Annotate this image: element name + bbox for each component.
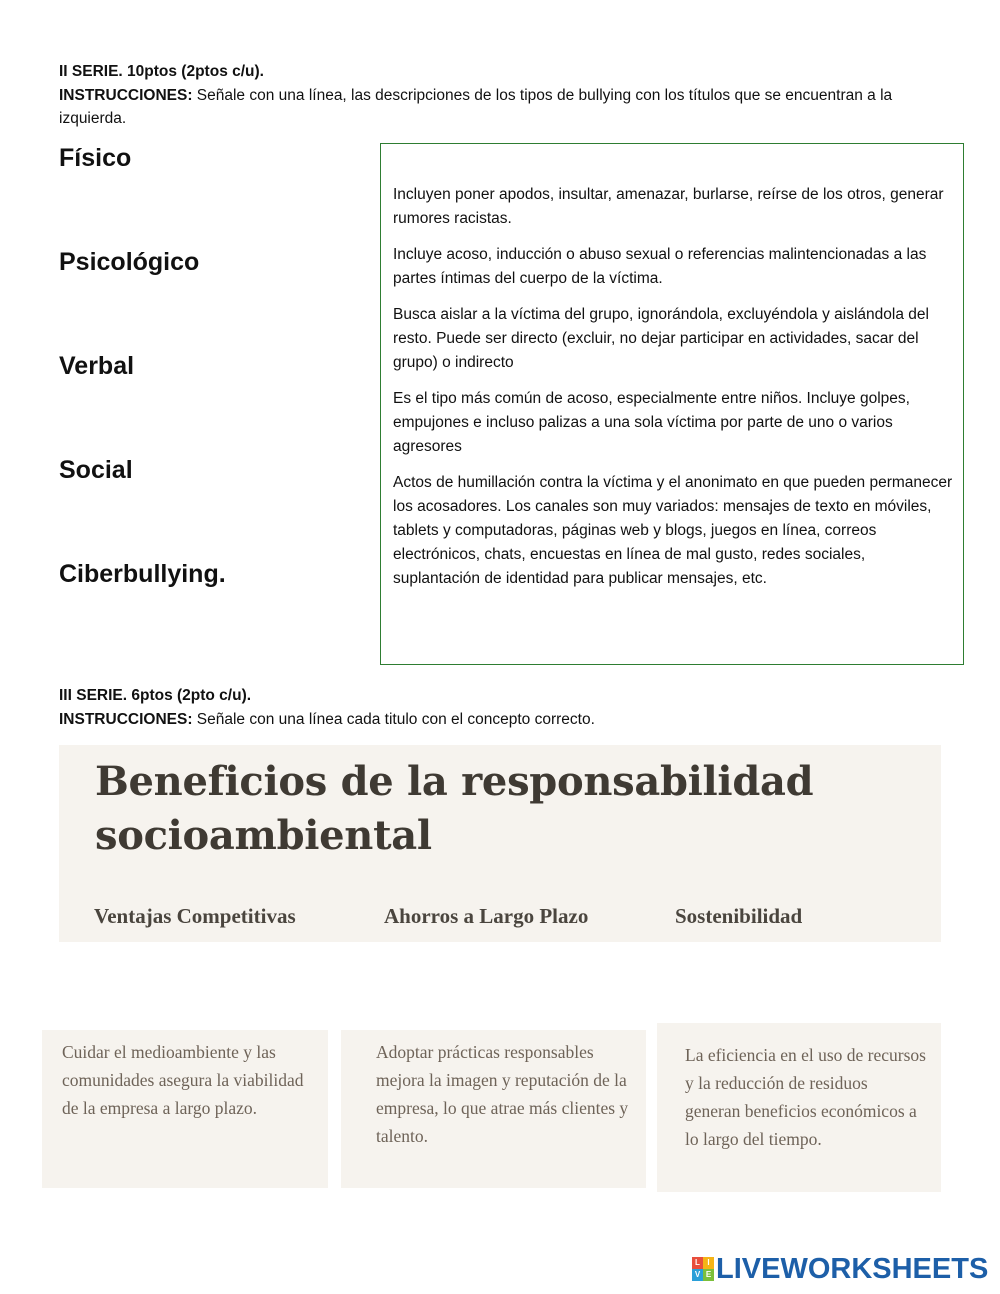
term-ciberbullying[interactable]: Ciberbullying.	[59, 560, 226, 588]
serie3-instructions-text: Señale con una línea cada titulo con el concepto correcto.	[192, 711, 595, 728]
concept-card-3-text: La eficiencia en el uso de recursos y la reducción de residuos generan beneficios económicos a lo largo del tiempo.	[685, 1045, 926, 1149]
benefits-panel	[59, 745, 941, 942]
benefits-title: Beneficios de la responsabilidad socioambiental	[95, 758, 814, 859]
label-ventajas-competitivas[interactable]: Ventajas Competitivas	[94, 904, 296, 928]
serie2-title: II SERIE. 10ptos (2ptos c/u).	[59, 63, 264, 80]
liveworksheets-logo-icon: L I V E	[692, 1257, 714, 1281]
term-psicologico[interactable]: Psicológico	[59, 248, 200, 276]
concept-card-2-text: Adoptar prácticas responsables mejora la imagen y reputación de la empresa, lo que atrae más clientes y talento.	[376, 1042, 629, 1146]
serie3-header	[59, 684, 939, 732]
description-1[interactable]: Incluyen poner apodos, insultar, amenazar, burlarse, reírse de los otros, generar rumores racistas.	[393, 186, 944, 227]
concept-card-1-text: Cuidar el medioambiente y las comunidades asegura la viabilidad de la empresa a largo plazo.	[62, 1042, 304, 1118]
description-3[interactable]: Busca aislar a la víctima del grupo, ignorándola, excluyéndola y aislándola del resto. Puede ser directo (excluir, no dejar participar en actividades, sacar del grupo) o indirecto	[393, 306, 929, 371]
description-4[interactable]: Es el tipo más común de acoso, especialmente entre niños. Incluye golpes, empujones e incluso palizas a una sola víctima por parte de uno o varios agresores	[393, 390, 910, 455]
serie2-instructions-label: INSTRUCCIONES:	[59, 86, 193, 104]
descriptions-box	[380, 143, 964, 665]
description-2[interactable]: Incluye acoso, inducción o abuso sexual o referencias malintencionadas a las partes íntimas del cuerpo de la víctima.	[393, 246, 927, 287]
concept-card-1[interactable]	[42, 1030, 328, 1188]
serie2-header	[59, 60, 939, 131]
concept-card-2[interactable]	[341, 1030, 646, 1188]
label-ahorros-largo-plazo[interactable]: Ahorros a Largo Plazo	[384, 904, 589, 928]
label-sostenibilidad[interactable]: Sostenibilidad	[675, 904, 803, 928]
term-social[interactable]: Social	[59, 456, 133, 484]
liveworksheets-logo	[692, 1254, 988, 1284]
term-verbal[interactable]: Verbal	[59, 352, 135, 380]
description-5[interactable]: Actos de humillación contra la víctima y el anonimato en que pueden permanecer los acosadores. Los canales son muy variados: mensajes de texto en móviles, tablets y computadoras, páginas web y blogs, juegos en línea, correos electrónicos, chats, encuestas en línea de mal gusto, redes sociales, suplantación de identidad para publicar mensajes, etc.	[393, 474, 953, 587]
serie3-title: III SERIE. 6ptos (2pto c/u).	[59, 687, 252, 704]
term-fisico[interactable]: Físico	[59, 144, 132, 172]
serie3-instructions-label: INSTRUCCIONES:	[59, 711, 193, 728]
serie2-instructions-text: Señale con una línea, las descripciones de los tipos de bullying con los títulos que se encuentran a la izquierda.	[59, 86, 893, 127]
concept-card-3[interactable]	[657, 1023, 941, 1192]
liveworksheets-logo-text: LIVEWORKSHEETS	[716, 1252, 989, 1285]
